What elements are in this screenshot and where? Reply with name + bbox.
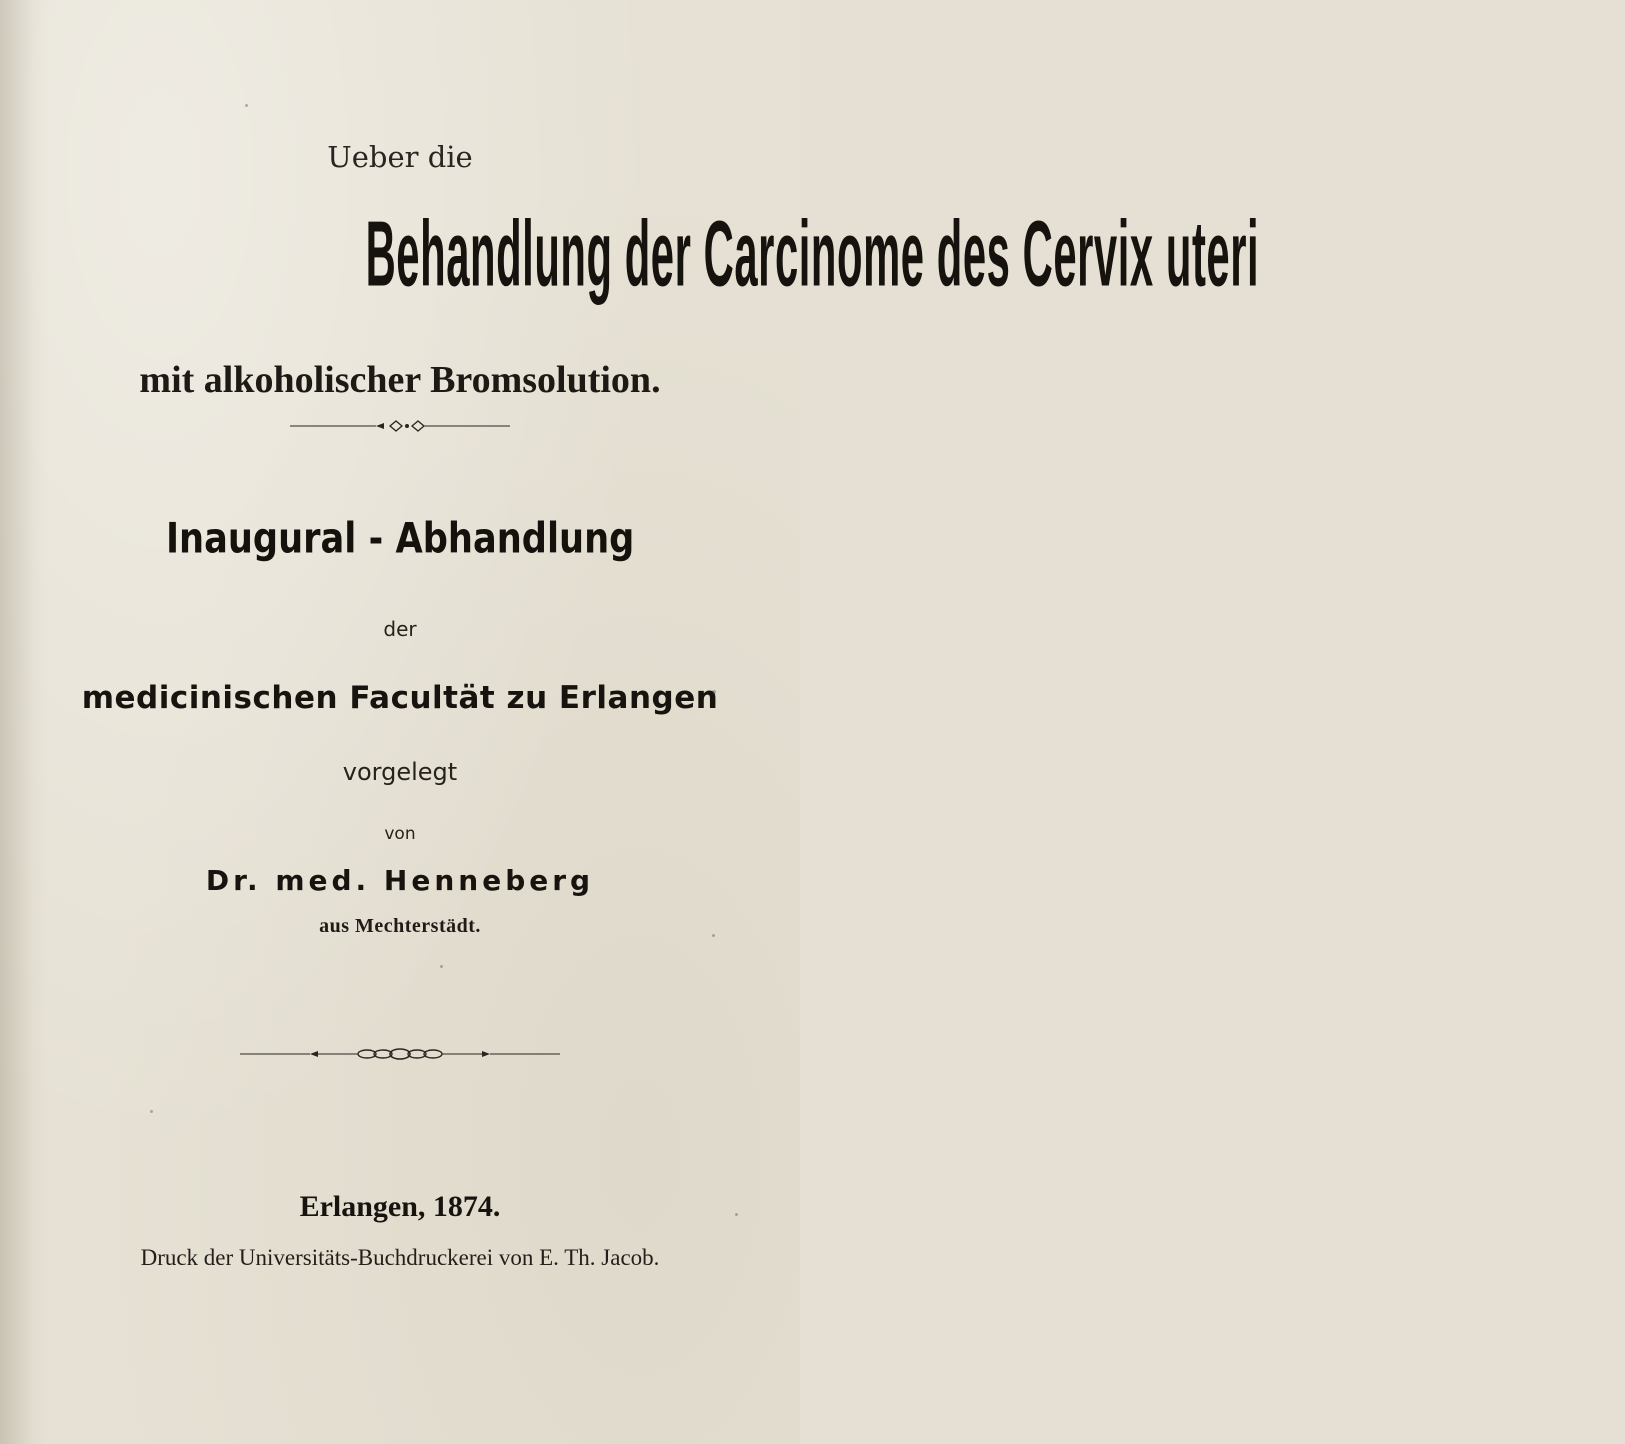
author-name: Dr. med. Henneberg bbox=[205, 864, 595, 897]
paper-speck bbox=[712, 934, 715, 937]
document-type-text: Inaugural - Abhandlung bbox=[165, 514, 635, 564]
printer-imprint: Druck der Universitäts-Buchdruckerei von E. Th. Jacob. bbox=[140, 1245, 660, 1270]
paper-speck bbox=[245, 104, 248, 107]
subtitle: mit alkoholischer Bromsolution. bbox=[139, 359, 661, 401]
place-and-year: Erlangen, 1874. bbox=[299, 1190, 501, 1223]
der-line: der bbox=[383, 617, 417, 641]
paper-speck bbox=[150, 1110, 153, 1113]
main-title-text: Behandlung der Carcinome des Cervix uteri bbox=[365, 202, 1260, 307]
presented-line: vorgelegt bbox=[342, 758, 458, 786]
paper-speck bbox=[712, 690, 716, 694]
small-diamond-rule-ornament bbox=[290, 418, 510, 434]
chain-rule-ornament bbox=[240, 1046, 560, 1062]
faculty-line: medicinischen Facultät zu Erlangen bbox=[81, 680, 719, 716]
von-line: von bbox=[384, 824, 416, 844]
document-type-heading bbox=[0, 516, 800, 562]
paper-speck bbox=[735, 1213, 738, 1216]
pre-title: Ueber die bbox=[327, 140, 473, 174]
author-origin: aus Mechterstädt. bbox=[319, 915, 481, 937]
main-title bbox=[0, 202, 1260, 307]
paper-speck bbox=[440, 965, 443, 968]
